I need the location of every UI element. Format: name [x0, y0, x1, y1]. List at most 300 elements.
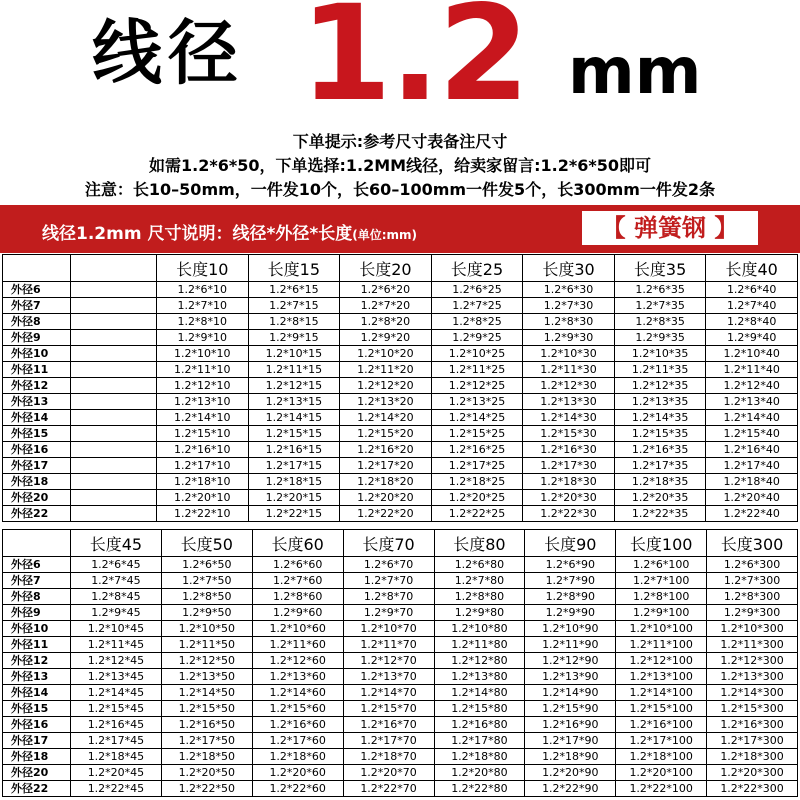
- size-cell: 1.2*11*50: [161, 637, 252, 653]
- size-cell: 1.2*12*90: [525, 653, 616, 669]
- table-header-row: [3, 530, 798, 557]
- size-cell: 1.2*15*25: [431, 426, 523, 442]
- size-cell: 1.2*11*10: [157, 362, 249, 378]
- size-cell: 1.2*6*20: [340, 282, 432, 298]
- size-cell: 1.2*10*20: [340, 346, 432, 362]
- size-cell: 1.2*14*80: [434, 685, 525, 701]
- size-cell: 1.2*17*45: [71, 733, 162, 749]
- size-cell: 1.2*10*45: [71, 621, 162, 637]
- outer-diameter-label: 外径16: [3, 717, 71, 733]
- size-cell: 1.2*15*40: [706, 426, 798, 442]
- size-cell: 1.2*16*90: [525, 717, 616, 733]
- size-cell: 1.2*12*40: [706, 378, 798, 394]
- size-cell: 1.2*9*100: [616, 605, 707, 621]
- size-cell: 1.2*9*80: [434, 605, 525, 621]
- size-cell: 1.2*12*30: [523, 378, 615, 394]
- size-cell: 1.2*14*100: [616, 685, 707, 701]
- size-cell: 1.2*12*50: [161, 653, 252, 669]
- size-cell: 1.2*16*60: [252, 717, 343, 733]
- size-cell: 1.2*10*50: [161, 621, 252, 637]
- size-cell: 1.2*7*70: [343, 573, 434, 589]
- blank-cell: [71, 314, 157, 330]
- size-cell: 1.2*13*30: [523, 394, 615, 410]
- blank-header-cell: [71, 255, 157, 282]
- size-cell: 1.2*9*35: [614, 330, 706, 346]
- size-cell: 1.2*22*30: [523, 506, 615, 522]
- size-cell: 1.2*18*80: [434, 749, 525, 765]
- table-row: [3, 749, 798, 765]
- table-row: [3, 490, 798, 506]
- title-unit: mm: [568, 35, 702, 109]
- size-cell: 1.2*8*10: [157, 314, 249, 330]
- outer-diameter-label: 外径14: [3, 410, 71, 426]
- length-header: 长度40: [706, 255, 798, 282]
- size-cell: 1.2*17*70: [343, 733, 434, 749]
- size-cell: 1.2*11*90: [525, 637, 616, 653]
- length-header: 长度80: [434, 530, 525, 557]
- outer-diameter-label: 外径18: [3, 474, 71, 490]
- size-cell: 1.2*22*15: [248, 506, 340, 522]
- size-cell: 1.2*9*25: [431, 330, 523, 346]
- size-cell: 1.2*13*40: [706, 394, 798, 410]
- size-cell: 1.2*14*50: [161, 685, 252, 701]
- size-cell: 1.2*13*20: [340, 394, 432, 410]
- size-cell: 1.2*12*60: [252, 653, 343, 669]
- size-cell: 1.2*10*300: [707, 621, 798, 637]
- outer-diameter-label: 外径6: [3, 282, 71, 298]
- length-header: 长度50: [161, 530, 252, 557]
- size-cell: 1.2*15*70: [343, 701, 434, 717]
- size-banner: [0, 205, 800, 253]
- size-cell: 1.2*13*80: [434, 669, 525, 685]
- size-cell: 1.2*13*45: [71, 669, 162, 685]
- length-header: 长度35: [614, 255, 706, 282]
- size-cell: 1.2*18*35: [614, 474, 706, 490]
- size-cell: 1.2*14*40: [706, 410, 798, 426]
- size-cell: 1.2*11*100: [616, 637, 707, 653]
- table-header-row: [3, 255, 798, 282]
- size-cell: 1.2*8*60: [252, 589, 343, 605]
- size-cell: 1.2*8*50: [161, 589, 252, 605]
- size-cell: 1.2*18*50: [161, 749, 252, 765]
- size-cell: 1.2*13*60: [252, 669, 343, 685]
- size-cell: 1.2*13*15: [248, 394, 340, 410]
- length-header: 长度15: [248, 255, 340, 282]
- outer-diameter-label: 外径13: [3, 394, 71, 410]
- outer-diameter-label: 外径15: [3, 701, 71, 717]
- size-cell: 1.2*11*80: [434, 637, 525, 653]
- size-cell: 1.2*10*35: [614, 346, 706, 362]
- size-cell: 1.2*12*25: [431, 378, 523, 394]
- size-cell: 1.2*13*25: [431, 394, 523, 410]
- outer-diameter-label: 外径17: [3, 458, 71, 474]
- table-row: [3, 506, 798, 522]
- size-cell: 1.2*7*80: [434, 573, 525, 589]
- size-cell: 1.2*9*50: [161, 605, 252, 621]
- size-cell: 1.2*17*80: [434, 733, 525, 749]
- size-cell: 1.2*18*100: [616, 749, 707, 765]
- blank-cell: [71, 410, 157, 426]
- size-cell: 1.2*6*40: [706, 282, 798, 298]
- outer-diameter-label: 外径20: [3, 765, 71, 781]
- size-cell: 1.2*12*80: [434, 653, 525, 669]
- outer-diameter-label: 外径20: [3, 490, 71, 506]
- size-cell: 1.2*14*300: [707, 685, 798, 701]
- size-cell: 1.2*9*30: [523, 330, 615, 346]
- outer-diameter-label: 外径15: [3, 426, 71, 442]
- size-cell: 1.2*17*25: [431, 458, 523, 474]
- size-cell: 1.2*12*45: [71, 653, 162, 669]
- size-cell: 1.2*12*70: [343, 653, 434, 669]
- size-cell: 1.2*6*25: [431, 282, 523, 298]
- size-cell: 1.2*10*40: [706, 346, 798, 362]
- size-cell: 1.2*6*80: [434, 557, 525, 573]
- size-cell: 1.2*15*30: [523, 426, 615, 442]
- size-cell: 1.2*9*300: [707, 605, 798, 621]
- size-cell: 1.2*17*40: [706, 458, 798, 474]
- table-row: [3, 346, 798, 362]
- size-cell: 1.2*14*20: [340, 410, 432, 426]
- size-cell: 1.2*15*90: [525, 701, 616, 717]
- size-cell: 1.2*11*25: [431, 362, 523, 378]
- size-cell: 1.2*7*25: [431, 298, 523, 314]
- size-cell: 1.2*18*30: [523, 474, 615, 490]
- outer-diameter-label: 外径12: [3, 378, 71, 394]
- size-cell: 1.2*22*60: [252, 781, 343, 797]
- table-row: [3, 669, 798, 685]
- size-cell: 1.2*13*70: [343, 669, 434, 685]
- size-cell: 1.2*10*30: [523, 346, 615, 362]
- size-cell: 1.2*22*50: [161, 781, 252, 797]
- length-header: 长度25: [431, 255, 523, 282]
- blank-cell: [71, 458, 157, 474]
- size-cell: 1.2*15*50: [161, 701, 252, 717]
- size-cell: 1.2*10*80: [434, 621, 525, 637]
- size-cell: 1.2*13*35: [614, 394, 706, 410]
- size-cell: 1.2*18*20: [340, 474, 432, 490]
- outer-diameter-label: 外径16: [3, 442, 71, 458]
- table-row: [3, 685, 798, 701]
- blank-cell: [71, 490, 157, 506]
- size-cell: 1.2*12*100: [616, 653, 707, 669]
- outer-diameter-label: 外径8: [3, 589, 71, 605]
- size-cell: 1.2*22*25: [431, 506, 523, 522]
- size-cell: 1.2*11*30: [523, 362, 615, 378]
- size-cell: 1.2*17*100: [616, 733, 707, 749]
- size-cell: 1.2*17*20: [340, 458, 432, 474]
- size-cell: 1.2*8*35: [614, 314, 706, 330]
- table-row: [3, 573, 798, 589]
- size-cell: 1.2*10*100: [616, 621, 707, 637]
- size-cell: 1.2*13*100: [616, 669, 707, 685]
- table-row: [3, 621, 798, 637]
- table-row: [3, 474, 798, 490]
- quantity-note-line: 注意：长10–50mm，一件发10个，长60–100mm一件发5个，长300mm一件发2条: [84, 180, 716, 199]
- size-cell: 1.2*7*10: [157, 298, 249, 314]
- size-cell: 1.2*18*25: [431, 474, 523, 490]
- size-cell: 1.2*14*45: [71, 685, 162, 701]
- size-cell: 1.2*20*80: [434, 765, 525, 781]
- length-header: 长度45: [71, 530, 162, 557]
- size-cell: 1.2*8*80: [434, 589, 525, 605]
- size-cell: 1.2*7*90: [525, 573, 616, 589]
- size-cell: 1.2*8*40: [706, 314, 798, 330]
- size-cell: 1.2*18*60: [252, 749, 343, 765]
- size-cell: 1.2*20*25: [431, 490, 523, 506]
- size-cell: 1.2*8*30: [523, 314, 615, 330]
- outer-diameter-label: 外径11: [3, 637, 71, 653]
- size-cell: 1.2*6*10: [157, 282, 249, 298]
- table-row: [3, 653, 798, 669]
- size-cell: 1.2*16*10: [157, 442, 249, 458]
- table-row: [3, 637, 798, 653]
- size-cell: 1.2*7*15: [248, 298, 340, 314]
- outer-diameter-label: 外径18: [3, 749, 71, 765]
- table-row: [3, 458, 798, 474]
- blank-cell: [71, 330, 157, 346]
- size-cell: 1.2*16*20: [340, 442, 432, 458]
- size-cell: 1.2*18*45: [71, 749, 162, 765]
- size-cell: 1.2*22*40: [706, 506, 798, 522]
- size-cell: 1.2*22*45: [71, 781, 162, 797]
- size-cell: 1.2*8*300: [707, 589, 798, 605]
- material-tag: 【 弹簧钢 】: [582, 211, 758, 245]
- size-cell: 1.2*13*10: [157, 394, 249, 410]
- size-cell: 1.2*11*70: [343, 637, 434, 653]
- title-header: [0, 0, 800, 131]
- blank-cell: [71, 426, 157, 442]
- table-row: [3, 781, 798, 797]
- size-cell: 1.2*10*10: [157, 346, 249, 362]
- outer-diameter-label: 外径9: [3, 330, 71, 346]
- size-cell: 1.2*20*300: [707, 765, 798, 781]
- size-cell: 1.2*18*15: [248, 474, 340, 490]
- size-cell: 1.2*10*90: [525, 621, 616, 637]
- size-cell: 1.2*7*30: [523, 298, 615, 314]
- table-row: [3, 378, 798, 394]
- size-cell: 1.2*7*50: [161, 573, 252, 589]
- size-cell: 1.2*6*300: [707, 557, 798, 573]
- size-cell: 1.2*8*70: [343, 589, 434, 605]
- size-cell: 1.2*10*60: [252, 621, 343, 637]
- size-cell: 1.2*11*45: [71, 637, 162, 653]
- size-cell: 1.2*16*45: [71, 717, 162, 733]
- size-cell: 1.2*17*15: [248, 458, 340, 474]
- size-cell: 1.2*6*70: [343, 557, 434, 573]
- outer-diameter-label: 外径13: [3, 669, 71, 685]
- table-row: [3, 314, 798, 330]
- outer-diameter-label: 外径7: [3, 573, 71, 589]
- size-cell: 1.2*8*45: [71, 589, 162, 605]
- size-cell: 1.2*16*50: [161, 717, 252, 733]
- size-cell: 1.2*12*10: [157, 378, 249, 394]
- table-row: [3, 298, 798, 314]
- size-cell: 1.2*6*100: [616, 557, 707, 573]
- blank-cell: [71, 474, 157, 490]
- size-cell: 1.2*16*40: [706, 442, 798, 458]
- size-cell: 1.2*20*100: [616, 765, 707, 781]
- outer-diameter-label: 外径9: [3, 605, 71, 621]
- outer-diameter-label: 外径10: [3, 621, 71, 637]
- size-cell: 1.2*20*40: [706, 490, 798, 506]
- size-cell: 1.2*13*50: [161, 669, 252, 685]
- size-cell: 1.2*8*20: [340, 314, 432, 330]
- size-cell: 1.2*7*100: [616, 573, 707, 589]
- size-cell: 1.2*10*15: [248, 346, 340, 362]
- size-cell: 1.2*20*60: [252, 765, 343, 781]
- table-row: [3, 717, 798, 733]
- size-cell: 1.2*18*70: [343, 749, 434, 765]
- size-cell: 1.2*14*90: [525, 685, 616, 701]
- size-cell: 1.2*14*10: [157, 410, 249, 426]
- size-cell: 1.2*22*90: [525, 781, 616, 797]
- size-cell: 1.2*18*90: [525, 749, 616, 765]
- size-cell: 1.2*20*45: [71, 765, 162, 781]
- size-cell: 1.2*8*100: [616, 589, 707, 605]
- size-cell: 1.2*16*35: [614, 442, 706, 458]
- blank-cell: [71, 378, 157, 394]
- size-cell: 1.2*11*40: [706, 362, 798, 378]
- size-cell: 1.2*7*45: [71, 573, 162, 589]
- size-cell: 1.2*22*20: [340, 506, 432, 522]
- outer-diameter-label: 外径10: [3, 346, 71, 362]
- size-cell: 1.2*9*40: [706, 330, 798, 346]
- size-cell: 1.2*20*30: [523, 490, 615, 506]
- size-cell: 1.2*6*30: [523, 282, 615, 298]
- size-cell: 1.2*9*20: [340, 330, 432, 346]
- blank-cell: [71, 442, 157, 458]
- outer-diameter-label: 外径8: [3, 314, 71, 330]
- size-cell: 1.2*12*300: [707, 653, 798, 669]
- size-cell: 1.2*14*15: [248, 410, 340, 426]
- length-header: 长度20: [340, 255, 432, 282]
- table-row: [3, 733, 798, 749]
- table-row: [3, 282, 798, 298]
- size-cell: 1.2*9*70: [343, 605, 434, 621]
- size-cell: 1.2*16*25: [431, 442, 523, 458]
- length-header: 长度90: [525, 530, 616, 557]
- outer-diameter-label: 外径7: [3, 298, 71, 314]
- order-notes: [0, 130, 800, 202]
- size-cell: 1.2*22*80: [434, 781, 525, 797]
- size-cell: 1.2*11*20: [340, 362, 432, 378]
- banner-unit-note: (单位:mm): [352, 228, 418, 242]
- corner-cell: [3, 255, 71, 282]
- size-cell: 1.2*12*35: [614, 378, 706, 394]
- outer-diameter-label: 外径22: [3, 781, 71, 797]
- size-cell: 1.2*15*80: [434, 701, 525, 717]
- size-cell: 1.2*6*45: [71, 557, 162, 573]
- size-cell: 1.2*6*50: [161, 557, 252, 573]
- size-cell: 1.2*15*100: [616, 701, 707, 717]
- size-cell: 1.2*9*90: [525, 605, 616, 621]
- size-table-short: [2, 254, 798, 522]
- size-cell: 1.2*15*60: [252, 701, 343, 717]
- size-cell: 1.2*18*10: [157, 474, 249, 490]
- order-tip-line: 下单提示:参考尺寸表备注尺寸: [292, 132, 508, 151]
- size-cell: 1.2*12*20: [340, 378, 432, 394]
- size-cell: 1.2*6*90: [525, 557, 616, 573]
- size-cell: 1.2*9*60: [252, 605, 343, 621]
- size-cell: 1.2*11*300: [707, 637, 798, 653]
- size-cell: 1.2*7*20: [340, 298, 432, 314]
- size-cell: 1.2*13*300: [707, 669, 798, 685]
- length-header: 长度10: [157, 255, 249, 282]
- outer-diameter-label: 外径11: [3, 362, 71, 378]
- size-cell: 1.2*16*100: [616, 717, 707, 733]
- size-cell: 1.2*7*35: [614, 298, 706, 314]
- blank-cell: [71, 346, 157, 362]
- size-cell: 1.2*20*90: [525, 765, 616, 781]
- corner-cell: [3, 530, 71, 557]
- banner-text: 线径1.2mm 尺寸说明：线径*外径*长度: [42, 224, 353, 244]
- size-cell: 1.2*20*70: [343, 765, 434, 781]
- size-cell: 1.2*6*35: [614, 282, 706, 298]
- size-cell: 1.2*14*70: [343, 685, 434, 701]
- size-cell: 1.2*14*60: [252, 685, 343, 701]
- size-cell: 1.2*13*90: [525, 669, 616, 685]
- size-cell: 1.2*20*50: [161, 765, 252, 781]
- title-prefix: 线径: [92, 12, 244, 94]
- size-cell: 1.2*7*40: [706, 298, 798, 314]
- size-cell: 1.2*10*70: [343, 621, 434, 637]
- table-row: [3, 765, 798, 781]
- table-row: [3, 701, 798, 717]
- outer-diameter-label: 外径17: [3, 733, 71, 749]
- size-cell: 1.2*15*45: [71, 701, 162, 717]
- length-header: 长度60: [252, 530, 343, 557]
- size-cell: 1.2*16*15: [248, 442, 340, 458]
- table-row: [3, 442, 798, 458]
- size-cell: 1.2*15*300: [707, 701, 798, 717]
- blank-cell: [71, 394, 157, 410]
- size-cell: 1.2*20*10: [157, 490, 249, 506]
- size-cell: 1.2*7*60: [252, 573, 343, 589]
- banner-description: [42, 219, 417, 244]
- size-cell: 1.2*14*25: [431, 410, 523, 426]
- size-cell: 1.2*6*60: [252, 557, 343, 573]
- size-cell: 1.2*8*25: [431, 314, 523, 330]
- size-cell: 1.2*18*300: [707, 749, 798, 765]
- blank-cell: [71, 362, 157, 378]
- table-row: [3, 394, 798, 410]
- size-cell: 1.2*18*40: [706, 474, 798, 490]
- size-cell: 1.2*22*100: [616, 781, 707, 797]
- size-cell: 1.2*17*35: [614, 458, 706, 474]
- outer-diameter-label: 外径6: [3, 557, 71, 573]
- size-cell: 1.2*9*15: [248, 330, 340, 346]
- size-cell: 1.2*8*90: [525, 589, 616, 605]
- size-cell: 1.2*9*10: [157, 330, 249, 346]
- size-cell: 1.2*15*15: [248, 426, 340, 442]
- size-cell: 1.2*11*60: [252, 637, 343, 653]
- size-cell: 1.2*22*70: [343, 781, 434, 797]
- table-row: [3, 426, 798, 442]
- size-cell: 1.2*17*30: [523, 458, 615, 474]
- size-cell: 1.2*15*20: [340, 426, 432, 442]
- size-cell: 1.2*7*300: [707, 573, 798, 589]
- length-header: 长度300: [707, 530, 798, 557]
- size-cell: 1.2*14*35: [614, 410, 706, 426]
- size-cell: 1.2*12*15: [248, 378, 340, 394]
- size-cell: 1.2*22*35: [614, 506, 706, 522]
- size-cell: 1.2*20*20: [340, 490, 432, 506]
- size-cell: 1.2*11*15: [248, 362, 340, 378]
- size-cell: 1.2*20*35: [614, 490, 706, 506]
- size-cell: 1.2*17*300: [707, 733, 798, 749]
- size-cell: 1.2*16*80: [434, 717, 525, 733]
- size-cell: 1.2*22*300: [707, 781, 798, 797]
